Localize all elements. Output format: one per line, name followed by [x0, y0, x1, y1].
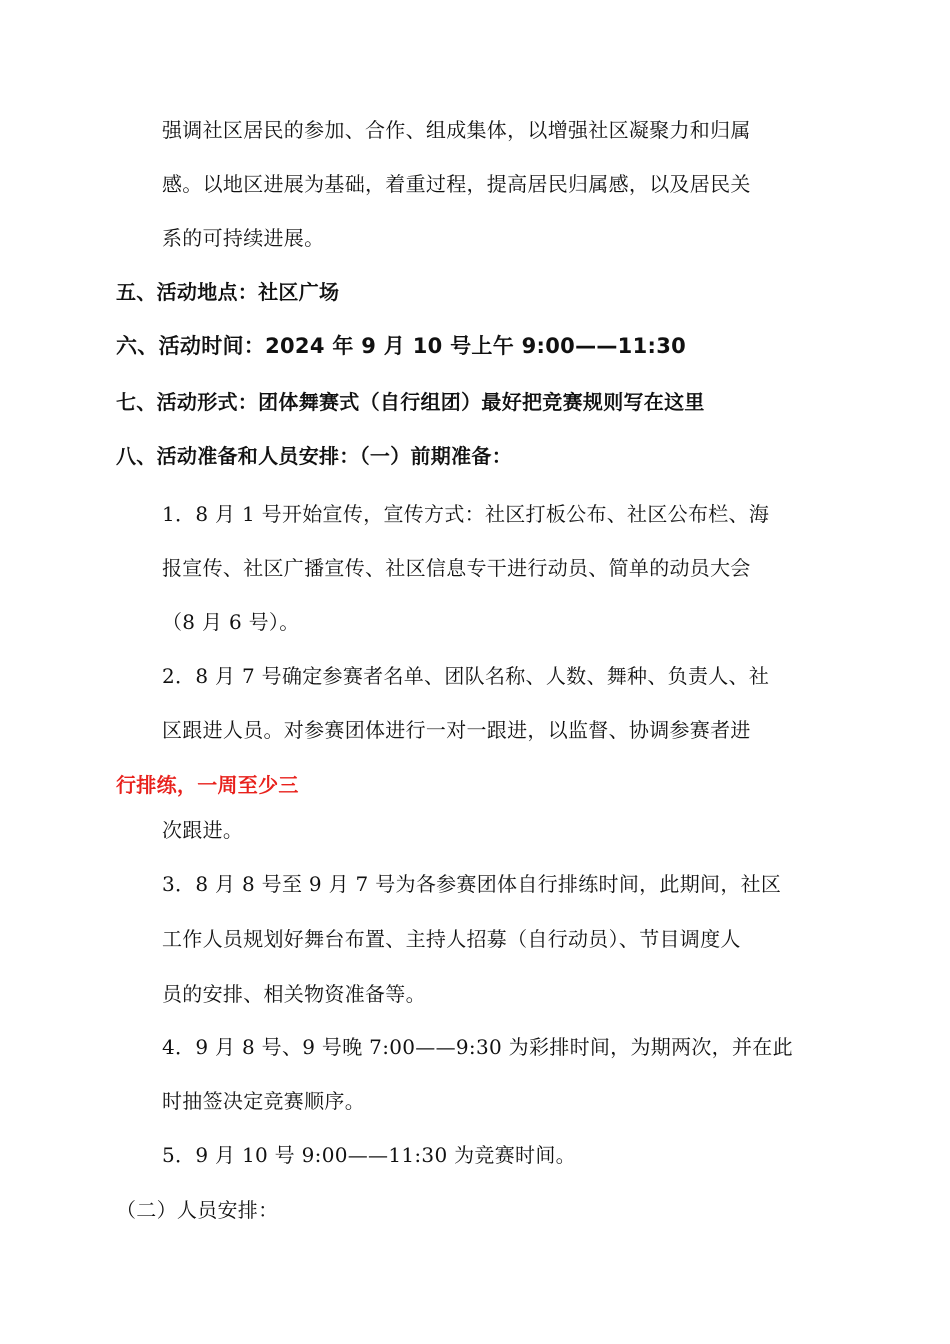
subsection-heading-staffing: （二）人员安排：: [116, 1198, 279, 1222]
section-heading-preparation: 八、活动准备和人员安排：（一）前期准备：: [116, 444, 512, 468]
section-heading-time: 六、活动时间：2024 年 9 月 10 号上午 9:00——11:30: [116, 334, 687, 358]
item-4-line-2: 时抽签决定竞赛顺序。: [162, 1089, 365, 1113]
paragraph-line-3: 系的可持续进展。: [162, 226, 325, 250]
section-heading-location: 五、活动地点：社区广场: [116, 280, 340, 304]
item-1-line-3: （8 月 6 号）。: [162, 610, 300, 634]
paragraph-line-2: 感。以地区进展为基础，着重过程，提高居民归属感，以及居民关: [162, 172, 751, 196]
item-5-line-1: 5．9 月 10 号 9:00——11:30 为竞赛时间。: [162, 1143, 576, 1167]
item-3-line-1: 3．8 月 8 号至 9 月 7 号为各参赛团体自行排练时间，此期间，社区: [162, 872, 782, 896]
item-2-line-2: 区跟进人员。对参赛团体进行一对一跟进，以监督、协调参赛者进: [162, 718, 751, 742]
item-3-line-2: 工作人员规划好舞台布置、主持人招募（自行动员）、节目调度人: [162, 927, 741, 951]
paragraph-line-1: 强调社区居民的参加、合作、组成集体，以增强社区凝聚力和归属: [162, 118, 751, 142]
item-2-line-1: 2．8 月 7 号确定参赛者名单、团队名称、人数、舞种、负责人、社: [162, 664, 770, 688]
highlighted-text: 行排练，一周至少三: [116, 773, 299, 797]
item-4-line-1: 4．9 月 8 号、9 号晚 7:00——9:30 为彩排时间，为期两次，并在此: [162, 1035, 793, 1059]
item-2-line-3: 次跟进。: [162, 818, 244, 842]
item-3-line-3: 员的安排、相关物资准备等。: [162, 982, 426, 1006]
item-1-line-1: 1．8 月 1 号开始宣传，宣传方式：社区打板公布、社区公布栏、海: [162, 502, 770, 526]
section-heading-format: 七、活动形式：团体舞赛式（自行组团）最好把竞赛规则写在这里: [116, 390, 705, 414]
item-1-line-2: 报宣传、社区广播宣传、社区信息专干进行动员、简单的动员大会: [162, 556, 751, 580]
